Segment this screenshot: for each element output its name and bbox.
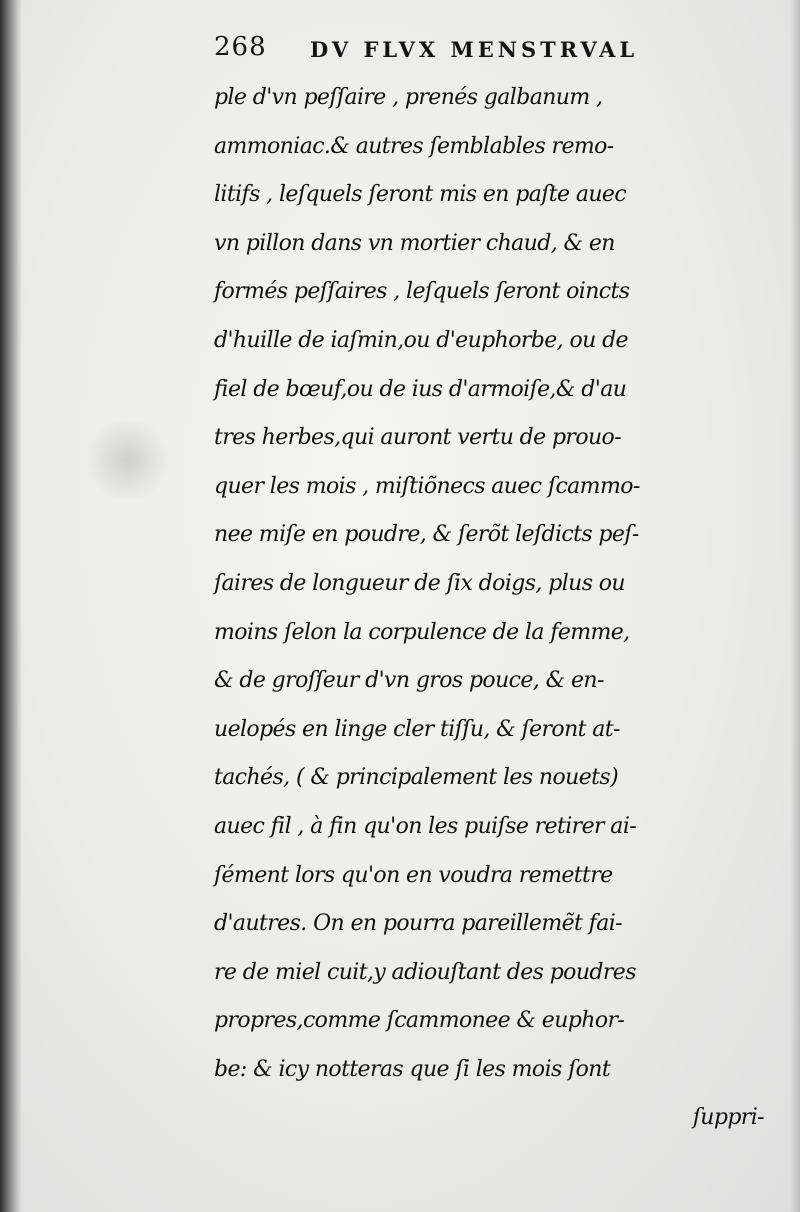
text-line: tachés, ( & principalement les nouets) — [214, 765, 619, 791]
page-header — [214, 28, 674, 64]
text-line: ple d'vn peſſaire , prenés galbanum , — [214, 85, 603, 110]
body-text — [214, 74, 774, 1143]
text-line: ſément lors qu'on en voudra remettre — [214, 862, 613, 888]
text-line: moins ſelon la corpulence de la femme, — [214, 619, 630, 645]
text-line: tres herbes,qui auront vertu de prouo- — [214, 425, 622, 451]
text-line: formés peſſaires , leſquels ſeront oincts — [214, 279, 630, 305]
text-line: nee miſe en poudre, & ſerõt leſdicts peſ- — [214, 522, 639, 548]
text-line: be: & icy notteras que ſi les mois ſont — [214, 1056, 611, 1082]
text-line: & de groſſeur d'vn gros pouce, & en- — [214, 668, 604, 694]
text-line: uelopés en linge cler tiſſu, & ſeront at- — [214, 716, 620, 742]
text-line: ammoniac.& autres ſemblables remo- — [214, 133, 614, 159]
running-head: DV FLVX MENSTRVAL — [310, 37, 639, 62]
text-line: litifs , leſquels ſeront mis en paſte auec — [214, 182, 627, 208]
text-line: d'huille de iaſmin,ou d'euphorbe, ou de — [214, 327, 628, 353]
text-line: ſaires de longueur de ſix doigs, plus ou — [214, 570, 625, 596]
text-line: quer les mois , miſtiõnecs auec ſcammo- — [214, 473, 640, 499]
text-line: propres,comme ſcammonee & euphor- — [214, 1008, 625, 1034]
text-line: re de miel cuit,y adiouſtant des poudres — [214, 959, 636, 985]
text-line: d'autres. On en pourra pareillemẽt fai- — [214, 911, 622, 937]
text-line: vn pillon dans vn mortier chaud, & en — [214, 230, 615, 256]
paper-stain — [88, 420, 168, 500]
page-edge — [790, 0, 800, 1212]
binding-shadow — [0, 0, 22, 1212]
text-line: fiel de bœuf,ou de ius d'armoiſe,& d'au — [214, 376, 627, 402]
catchword: ſuppri- — [692, 1105, 764, 1131]
page-number: 268 — [214, 32, 267, 62]
text-line: auec fil , à fin qu'on les puiſse retirer ai- — [214, 813, 637, 839]
